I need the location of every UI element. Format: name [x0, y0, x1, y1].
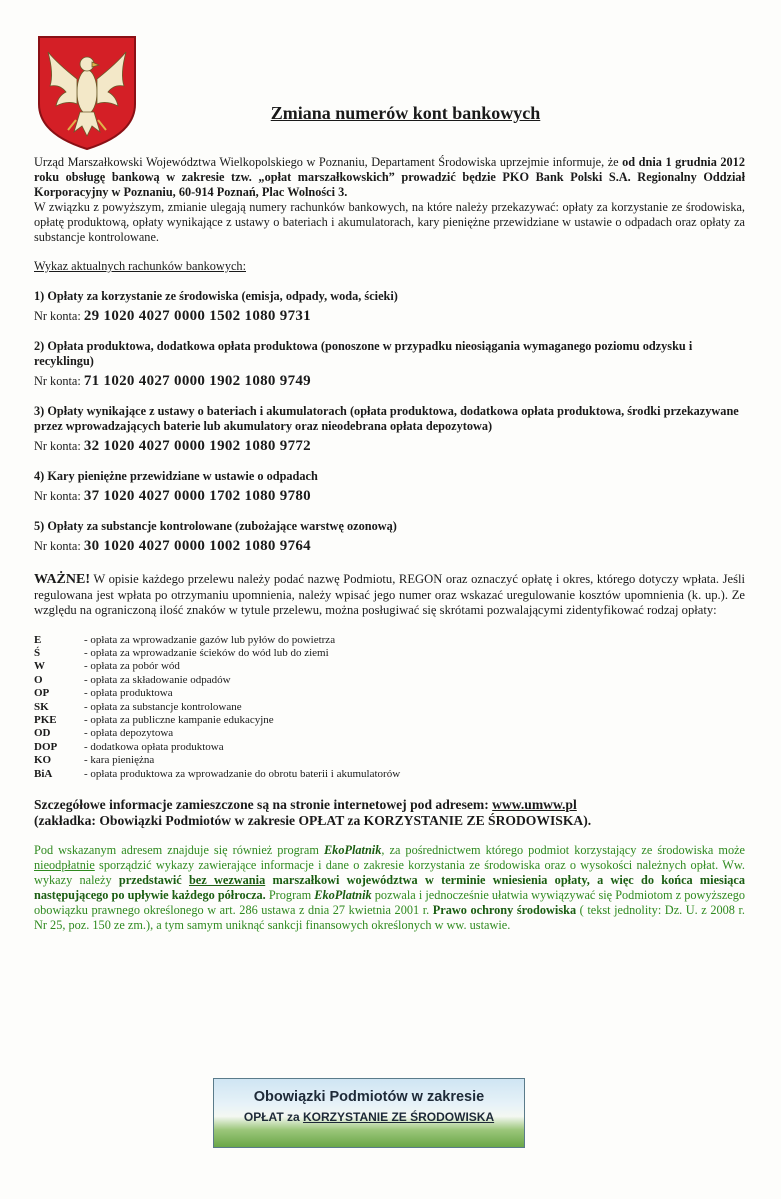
account-label: Nr konta: — [34, 539, 81, 553]
important-text: W opisie każdego przelewu należy podać nazwę Podmiotu, REGON oraz oznaczyć opłatę i okres, którego dotyczy wpłata. Jeśli regulowana jest wpłata po otrzymaniu upomnienia, należy wpisać jego numer oraz wskazać uregulowanie kosztów upomnienia (k. up.). Ze względu na ograniczoną ilość znaków w tytule przelewu, można posługiwać się skrótami pozwalającymi zidentyfikować rodzaj opłaty: — [34, 572, 745, 617]
deadline-text: marszałkowi województwa w terminie wniesienia opłaty, a więc do końca miesiąca następującego po upływie każdego półrocza. — [34, 872, 746, 902]
account-label: Nr konta: — [34, 309, 81, 323]
fee-code-row — [34, 727, 745, 740]
fee-code-desc: - opłata za wprowadzanie gazów lub pyłów do powietrza — [84, 633, 336, 646]
fee-codes-list — [34, 634, 745, 781]
fee-code-desc: - opłata za substancje kontrolowane — [84, 700, 242, 713]
account-label: Nr konta: — [34, 439, 81, 453]
account-number: 32 1020 4027 0000 1902 1080 9772 — [83, 438, 311, 454]
details-paragraph — [34, 797, 745, 829]
account-label: Nr konta: — [34, 489, 81, 503]
fee-code: OP — [34, 687, 50, 700]
ekoplatnik-paragraph — [34, 843, 745, 933]
account-number-line — [34, 539, 745, 554]
account-number: 29 1020 4027 0000 1502 1080 9731 — [83, 308, 311, 324]
intro-bank-info: od dnia 1 grudnia 2012 roku obsługę bankową w zakresie tzw. „opłat marszałkowskich” prowadzić będzie PKO Bank Polski S.A. Regionalny Oddział Korporacyjny w Poznaniu, 60-914 Poznań, Plac Wolności 3. — [34, 155, 745, 199]
fee-code: Ś — [34, 646, 41, 659]
account-number-line — [34, 439, 745, 454]
account-label: Nr konta: — [34, 374, 81, 388]
fee-code-desc: - opłata depozytowa — [84, 727, 174, 740]
fee-code-desc: - opłata produktowa — [84, 687, 173, 700]
banner-line-2 — [214, 1110, 524, 1124]
fee-code-desc: - opłata za publiczne kampanie edukacyjne — [84, 713, 274, 726]
account-item — [34, 404, 745, 454]
details-tab-info: (zakładka: Obowiązki Podmiotów w zakresie OPŁAT za KORZYSTANIE ZE ŚRODOWISKA). — [34, 812, 592, 828]
green-text: pozwala i jednocześnie ułatwia wywiązywać się Podmiotom z powyższego obowiązku prawnego określonego w art. 286 ustawa z dnia 27 kwietnia 2001 r. — [34, 887, 746, 917]
account-item — [34, 519, 745, 554]
fee-code: W — [34, 660, 45, 673]
accounts-list-heading: Wykaz aktualnych rachunków bankowych: — [34, 259, 246, 273]
obligations-banner[interactable] — [213, 1078, 525, 1148]
fee-code-row — [34, 660, 745, 673]
intro-text: Urząd Marszałkowski Województwa Wielkopolskiego w Poznaniu, Departament Środowiska uprzejmie informuje, że — [34, 155, 623, 169]
law-name: Prawo ochrony środowiska — [432, 902, 577, 917]
page-title: Zmiana numerów kont bankowych — [270, 103, 541, 123]
banner-line-1: Obowiązki Podmiotów w zakresie — [253, 1089, 485, 1105]
details-text: Szczegółowe informacje zamieszczone są na stronie internetowej pod adresem: — [34, 796, 493, 812]
fee-code-row — [34, 768, 745, 781]
fee-code-desc: - opłata produktowa za wprowadzanie do obrotu baterii i akumulatorów — [84, 767, 401, 780]
intro-paragraph — [34, 155, 745, 200]
fee-code: OD — [34, 727, 51, 740]
fee-code-desc: - opłata za pobór wód — [84, 660, 180, 673]
fee-code-desc: - kara pieniężna — [84, 754, 155, 767]
fee-code-row — [34, 647, 745, 660]
fee-code: BiA — [34, 767, 53, 780]
account-number-line — [34, 374, 745, 389]
green-text: ( tekst jednolity: Dz. U. z 2008 r. Nr 25, poz. 150 ze zm.), a tym samym uniknąć sankcji finansowych określonych w ww. ustawie. — [34, 902, 745, 932]
account-item — [34, 289, 745, 324]
fee-code-row — [34, 701, 745, 714]
fee-code-row — [34, 674, 745, 687]
fee-code-row — [34, 741, 745, 754]
coat-of-arms-eagle-icon — [36, 34, 138, 152]
website-link[interactable]: www.umww.pl — [492, 796, 577, 812]
green-text: Program — [265, 887, 315, 902]
account-heading: 5) Opłaty za substancje kontrolowane (zubożające warstwę ozonową) — [34, 519, 397, 533]
ekoplatnik-name: EkoPlatnik — [314, 887, 372, 902]
account-number-line — [34, 489, 745, 504]
fee-code: O — [34, 673, 43, 686]
account-heading: 4) Kary pieniężne przewidziane w ustawie o odpadach — [34, 469, 318, 483]
fee-code-desc: - dodatkowa opłata produktowa — [84, 740, 224, 753]
account-number: 37 1020 4027 0000 1702 1080 9780 — [83, 488, 311, 504]
present-text: przedstawić — [118, 872, 189, 887]
banner-line-2a: OPŁAT za — [243, 1110, 303, 1124]
fee-code-row — [34, 754, 745, 767]
green-text: Pod wskazanym adresem znajduje się również program — [34, 842, 324, 857]
without-summons-text: bez wezwania — [188, 872, 266, 887]
intro-paragraph-2: W związku z powyższym, zmianie ulegają numery rachunków bankowych, na które należy przekazywać: opłaty za korzystanie ze środowiska, opłatę produktową, opłaty wynikające z ustawy o bateriach i akumulatorach, kary pieniężne przewidziane w ustawie o odpadach oraz opłaty za substancje kontrolowane. — [34, 200, 745, 244]
account-heading: 3) Opłaty wynikające z ustawy o bateriach i akumulatorach (opłata produktowa, dodatkowa opłata produktowa, środki przekazywane przez wprowadzających baterie lub akumulatory oraz nieodebrana opłata depozytowa) — [34, 404, 739, 433]
fee-code-row — [34, 634, 745, 647]
accounts-list — [34, 289, 745, 554]
fee-code: DOP — [34, 740, 58, 753]
fee-code-row — [34, 714, 745, 727]
account-number: 71 1020 4027 0000 1902 1080 9749 — [83, 373, 311, 389]
green-text: sporządzić wykazy zawierające informacje i dane o zakresie korzystania ze środowiska oraz o wysokości należnych opłat. Ww. wykazy należy — [34, 857, 745, 887]
green-text: , za pośrednictwem którego podmiot korzystający ze środowiska może — [381, 842, 746, 857]
fee-code-row — [34, 687, 745, 700]
fee-code-desc: - opłata za wprowadzanie ścieków do wód lub do ziemi — [84, 646, 329, 659]
fee-code: KO — [34, 754, 52, 767]
important-label: WAŻNE! — [34, 572, 91, 587]
banner-line-2b: KORZYSTANIE ZE ŚRODOWISKA — [303, 1110, 495, 1124]
fee-code: PKE — [34, 713, 57, 726]
fee-code: E — [34, 633, 42, 646]
fee-code: SK — [34, 700, 49, 713]
free-of-charge-text: nieodpłatnie — [34, 857, 95, 872]
account-item — [34, 339, 745, 389]
important-notice — [34, 572, 745, 619]
document-body — [34, 155, 745, 945]
ekoplatnik-name: EkoPlatnik — [323, 842, 382, 857]
account-number-line — [34, 309, 745, 324]
fee-code-desc: - opłata za składowanie odpadów — [84, 673, 231, 686]
account-heading: 2) Opłata produktowa, dodatkowa opłata produktowa (ponoszone w przypadku nieosiągania wymaganego poziomu odzysku i recyklingu) — [34, 339, 693, 368]
account-number: 30 1020 4027 0000 1002 1080 9764 — [83, 538, 311, 554]
account-item — [34, 469, 745, 504]
account-heading: 1) Opłaty za korzystanie ze środowiska (emisja, odpady, woda, ścieki) — [34, 289, 398, 303]
